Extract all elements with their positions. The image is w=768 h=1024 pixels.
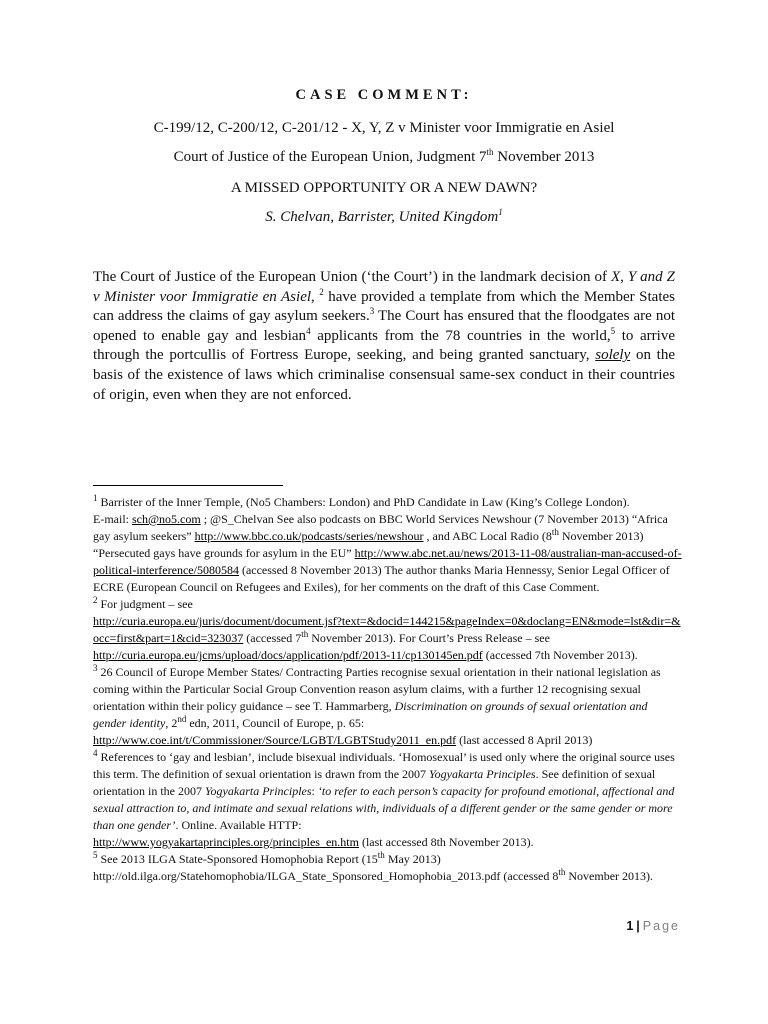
footnote-2 xyxy=(93,596,683,664)
ilga-report-url: http://old.ilga.org/Statehomophobia/ILGA_State_Sponsored_Homophobia_2013.pdf (accessed 8 xyxy=(93,869,559,883)
footnote-italic: Yogyakarta Principles xyxy=(204,784,312,798)
footnote-italic: Discrimination on grounds of sexual orientation and gender identity xyxy=(93,699,648,730)
footnote-text: , 2 xyxy=(165,716,178,730)
footnote-text: See 2013 ILGA State-Sponsored Homophobia Report (15 xyxy=(97,852,378,866)
page-separator: | xyxy=(636,919,640,933)
page-label: Page xyxy=(642,919,680,933)
court-line xyxy=(0,149,768,166)
footnote-number: 3 xyxy=(93,663,98,673)
page-title: CASE COMMENT: xyxy=(295,87,473,103)
footnote-text: (accessed 7th November 2013). xyxy=(482,648,638,662)
author-line xyxy=(0,209,768,226)
footnote-ref-2: 2 xyxy=(319,286,324,297)
footnote-ref-1: 1 xyxy=(498,207,503,217)
footnote-text: (accessed 7 xyxy=(243,631,302,645)
footnote-text: . See definition of sexual orientation in the 2007 xyxy=(93,767,656,798)
abc-news-link[interactable]: http://www.abc.net.au/news/2013-11-08/australian-man-accused-of-political-interference/5080584 xyxy=(93,546,682,577)
footnote-ref-3: 3 xyxy=(369,306,375,317)
footnote-text: November 2013). xyxy=(565,869,654,883)
footnotes xyxy=(93,494,683,885)
footnote-text: , and ABC Local Radio (8 xyxy=(423,529,552,543)
body-text-7: on the basis of the existence of laws which criminalise consensual same-sex conduct in their countries of origin, even when they are not enforced. xyxy=(93,347,675,403)
footnote-text: 26 Council of Europe Member States/ Contracting Parties recognise sexual orientation in their national legislation as coming within the Particular Social Group Convention reason asylum claims, with a further 12 recognising sexual orientation within their policy guidance – see T. Hammarberg, xyxy=(93,665,661,713)
footnote-text: References to ‘gay and lesbian’, include bisexual individuals. ‘Homosexual’ is used only where the original source uses this term. The definition of sexual orientation is drawn from the 2007 xyxy=(93,750,675,781)
body-text-4: The Court has ensured that the floodgates are not opened to enable gay and lesbian xyxy=(93,308,675,344)
email-link[interactable]: sch@no5.com xyxy=(132,512,201,526)
footnote-ref-5: 5 xyxy=(610,325,616,336)
footnote-text: (accessed 8 November 2013) The author thanks Maria Hennessy, Senior Legal Officer of ECRE (European Council on Refugees and Exiles), for her comments on the draft of this Case Comment. xyxy=(93,563,670,594)
yogyakarta-link[interactable]: http://www.yogyakartaprinciples.org/principles_en.htm xyxy=(93,835,359,849)
subtitle: A MISSED OPPORTUNITY OR A NEW DAWN? xyxy=(230,180,538,196)
footnote-sup: th xyxy=(551,527,559,537)
court-line-sup: th xyxy=(486,147,494,157)
court-line-date: November 2013 xyxy=(493,149,595,165)
footnote-text: E-mail: xyxy=(93,512,132,526)
body-text-6: to arrive through the portcullis of Fortress Europe, seeking, and being granted sanctuary, xyxy=(93,327,675,364)
page-footer xyxy=(560,919,680,933)
body-paragraph xyxy=(93,268,675,405)
footnote-1 xyxy=(93,494,683,596)
body-text-5: applicants from the 78 countries in the world, xyxy=(310,327,611,344)
page-number: 1 xyxy=(626,919,634,933)
footnote-separator xyxy=(93,485,283,486)
case-reference: C-199/12, C-200/12, C-201/12 - X, Y, Z v Minister voor Immigratie en Asiel xyxy=(153,120,615,136)
body-text-1: The Court of Justice of the European Union (‘the Court’) in the landmark decision of xyxy=(93,269,611,285)
footnote-text: . Online. Available HTTP: xyxy=(175,818,302,832)
footnote-sup: th xyxy=(377,850,385,860)
footnote-5 xyxy=(93,851,683,885)
body-text-2: , xyxy=(311,288,320,305)
footnote-text: For judgment – see xyxy=(97,597,193,611)
court-line-text: Court of Justice of the European Union, Judgment 7 xyxy=(173,149,487,165)
bbc-podcast-link[interactable]: http://www.bbc.co.uk/podcasts/series/newshour xyxy=(194,529,424,543)
footnote-text: Barrister of the Inner Temple, (No5 Chambers: London) and PhD Candidate in Law (King’s College London). xyxy=(97,495,630,509)
body-text-3: have provided a template from which the Member States can address the claims of gay asylum seekers. xyxy=(93,288,675,325)
author-name: S. Chelvan, Barrister, United Kingdom xyxy=(265,209,499,225)
footnote-number: 5 xyxy=(93,850,98,860)
curia-press-release-link[interactable]: http://curia.europa.eu/jcms/upload/docs/application/pdf/2013-11/cp130145en.pdf xyxy=(93,648,483,662)
footnote-text: May 2013) xyxy=(384,852,441,866)
footnote-number: 1 xyxy=(93,493,98,503)
footnote-text: (last accessed 8th November 2013). xyxy=(358,835,534,849)
coe-study-link[interactable]: http://www.coe.int/t/Commissioner/Source/LGBT/LGBTStudy2011_en.pdf xyxy=(93,733,457,747)
footnote-text: November 2013). For Court’s Press Release – see xyxy=(308,631,550,645)
footnote-4 xyxy=(93,749,683,851)
footnote-text: edn, 2011, Council of Europe, p. 65: xyxy=(186,716,365,730)
footnote-number: 4 xyxy=(93,748,98,758)
footnote-number: 2 xyxy=(93,595,98,605)
footnote-text: (last accessed 8 April 2013) xyxy=(456,733,593,747)
footnote-sup: th xyxy=(301,629,309,639)
footnote-quote: ‘to refer to each person’s capacity for profound emotional, affectional and sexual attraction to, and intimate and sexual relations with, individuals of a different gender or the same gender or more than one gender’ xyxy=(93,784,675,832)
footnote-italic: Yogyakarta Principles xyxy=(429,767,536,781)
emphasis-solely: solely xyxy=(595,347,631,364)
footnote-sup: nd xyxy=(177,714,187,724)
footnote-text: November 2013) “Persecuted gays have grounds for asylum in the EU” xyxy=(93,529,644,560)
curia-judgment-link[interactable]: http://curia.europa.eu/juris/document/document.jsf?text=&docid=144215&pageIndex=0&doclang=EN&mode=lst&dir=&occ=first&part=1&cid=323037 xyxy=(93,614,681,645)
footnote-sup: th xyxy=(558,867,566,877)
case-name: X, Y and Z v Minister voor Immigratie en Asiel xyxy=(93,269,675,305)
footnote-ref-4: 4 xyxy=(306,325,311,336)
footnote-text: ; @S_Chelvan See also podcasts on BBC World Services Newshour (7 November 2013) “Africa gay asylum seekers” xyxy=(93,512,668,543)
footnote-text: : xyxy=(311,784,318,798)
footnote-3 xyxy=(93,664,683,749)
